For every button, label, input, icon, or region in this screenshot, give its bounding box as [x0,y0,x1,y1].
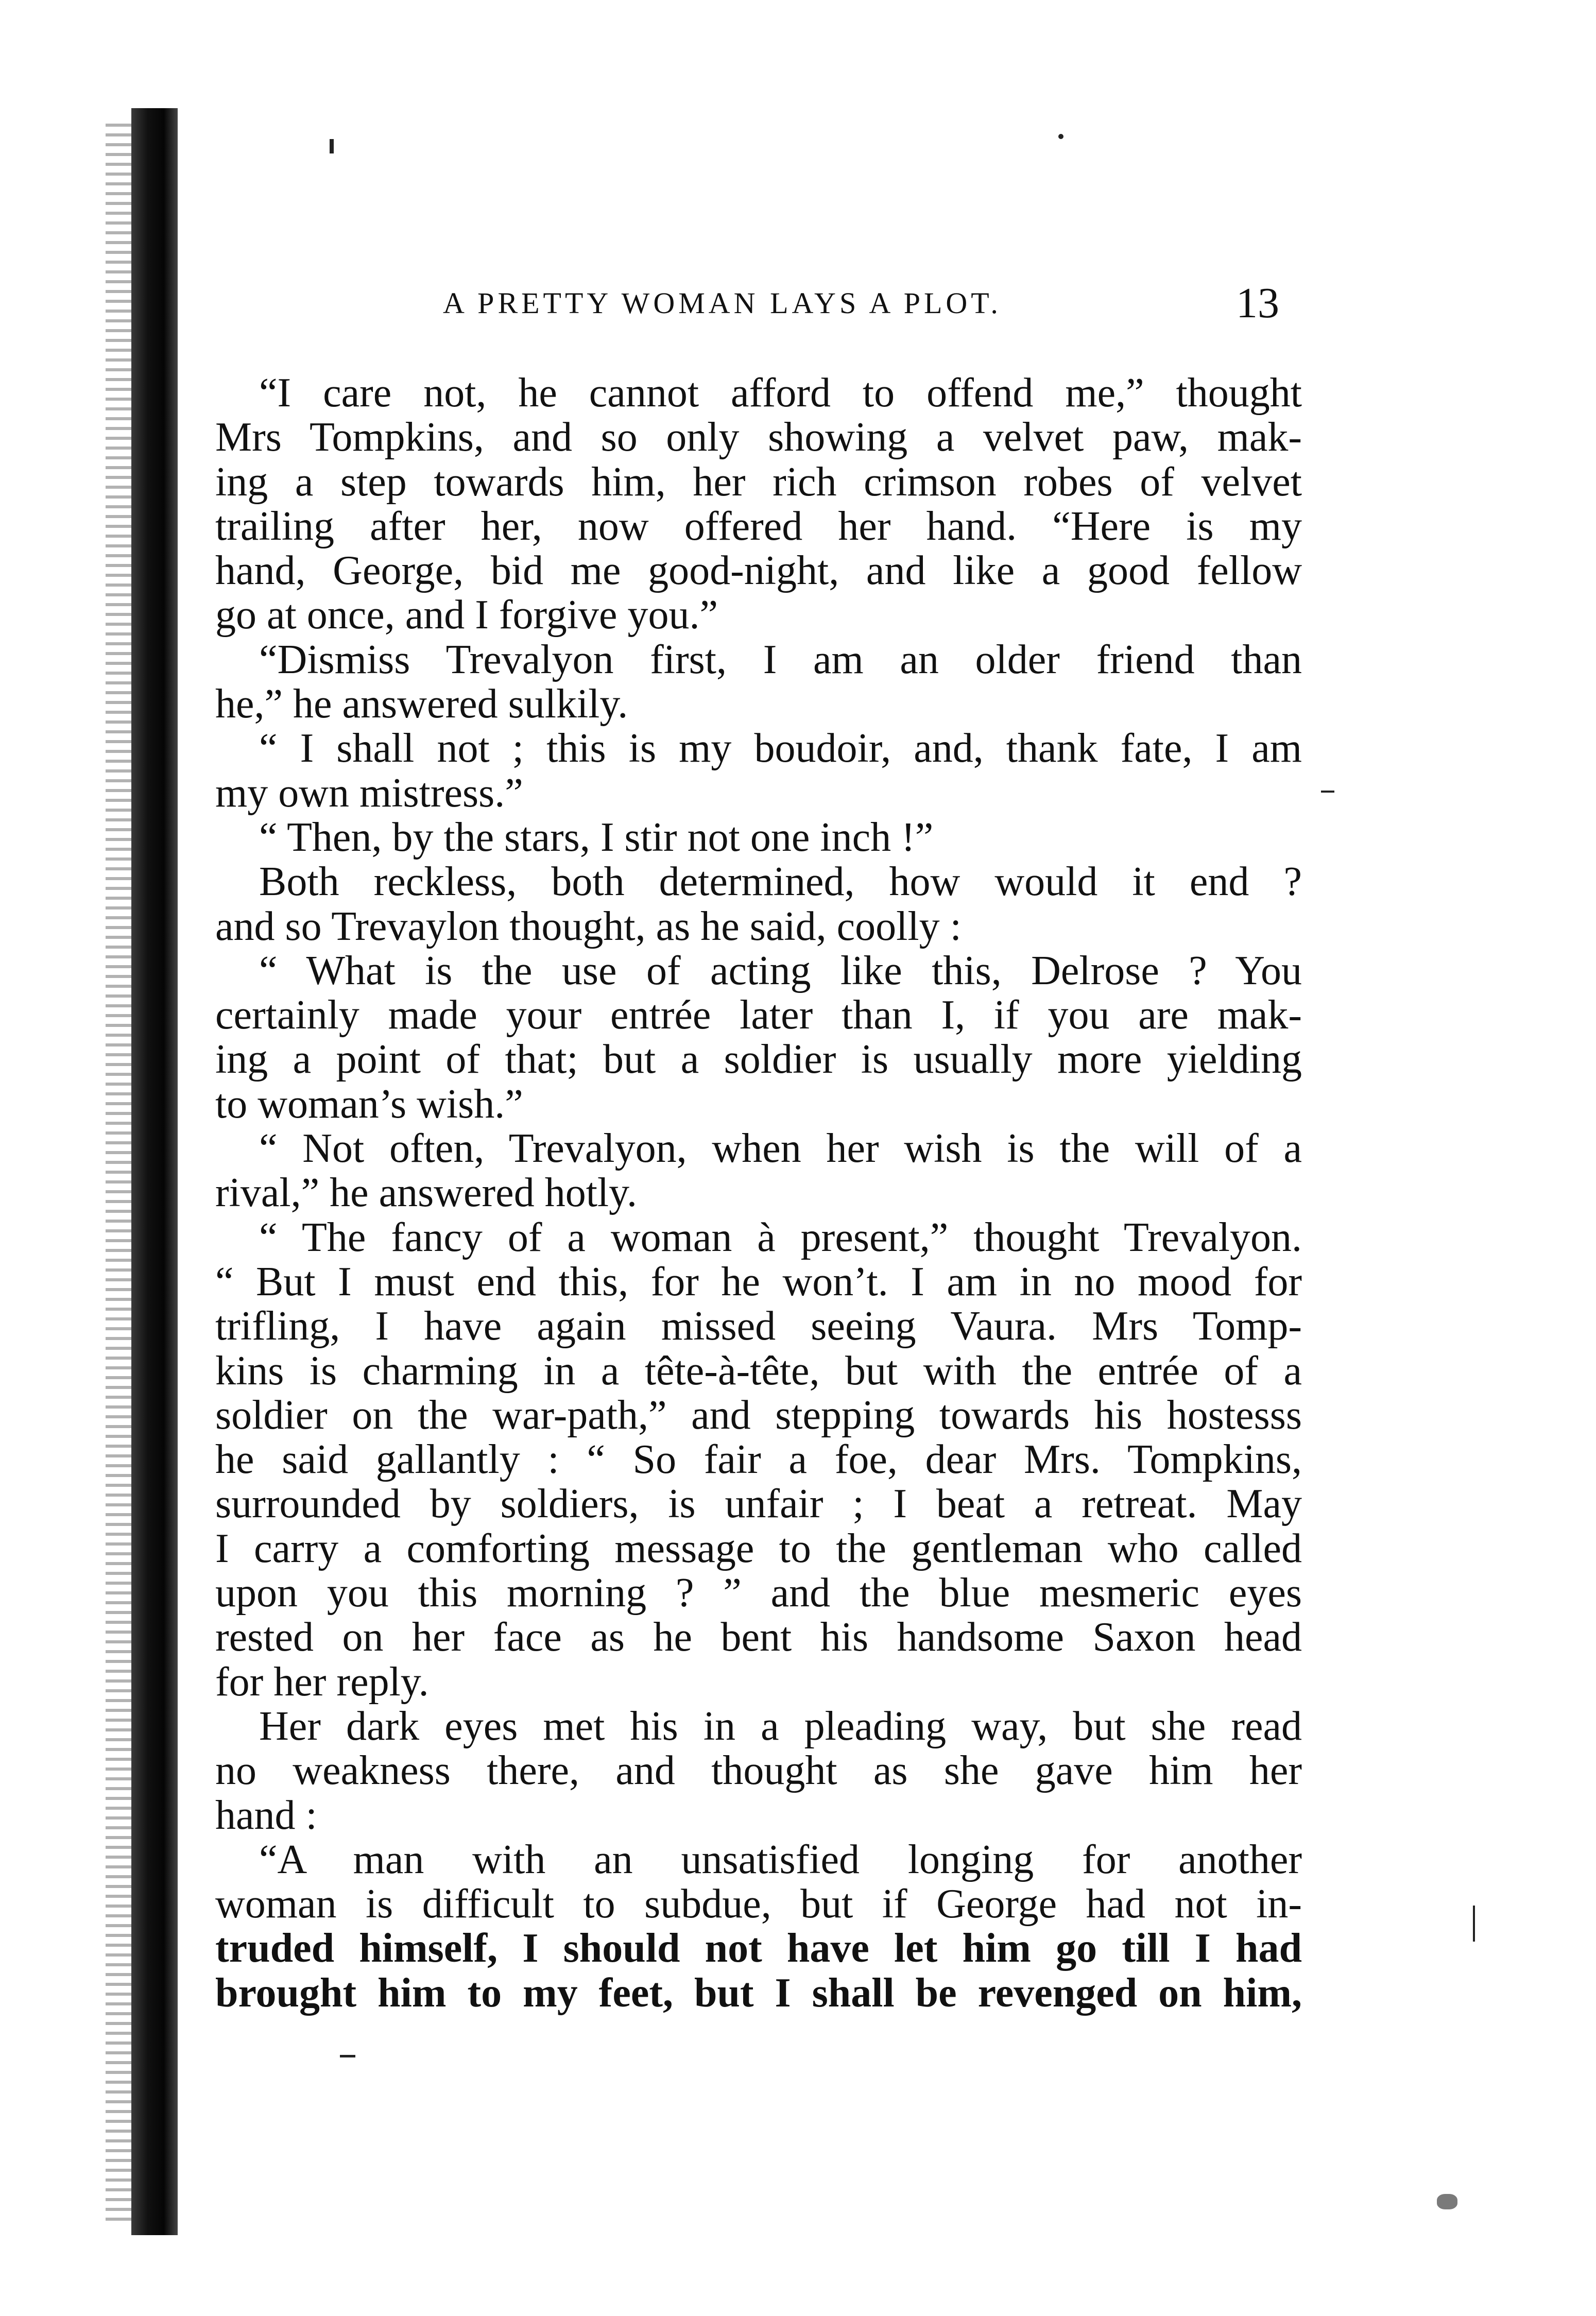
text-line: trifling, I have again missed seeing Vaura. Mrs Tomp- [215,1303,1302,1349]
text-line: soldier on the war-path,” and stepping towards his hostesss [215,1392,1302,1438]
scan-speck [1321,791,1334,793]
scan-speck [1058,134,1063,139]
text-line: “ The fancy of a woman à present,” thought Trevalyon. [259,1214,1302,1260]
text-line: “ What is the use of acting like this, Delrose ? You [259,948,1302,993]
text-line: brought him to my feet, but I shall be revenged on him, [215,1970,1302,2016]
text-line: hand, George, bid me good-night, and like a good fellow [215,548,1302,594]
body-text [215,371,1302,2015]
text-line: to woman’s wish.” [215,1081,523,1127]
text-line: “Dismiss Trevalyon first, I am an older friend than [259,637,1302,682]
scan-speck [340,2055,355,2057]
text-line: woman is difficult to subdue, but if George had not in- [215,1881,1302,1927]
text-line: rested on her face as he bent his handsome Saxon head [215,1615,1302,1660]
text-line: surrounded by soldiers, is unfair ; I beat a retreat. May [215,1481,1302,1527]
text-line: he,” he answered sulkily. [215,681,628,727]
text-line: I carry a comforting message to the gentleman who called [215,1525,1302,1571]
text-line: for her reply. [215,1659,429,1705]
text-line: my own mistress.” [215,770,523,816]
scan-speck [1473,1906,1475,1942]
text-line: “ Not often, Trevalyon, when her wish is the will of a [259,1126,1302,1172]
scan-speck [330,139,334,153]
text-line: upon you this morning ? ” and the blue mesmeric eyes [215,1570,1302,1616]
text-line: certainly made your entrée later than I, if you are mak- [215,992,1302,1038]
text-line: rival,” he answered hotly. [215,1170,637,1216]
text-line: “A man with an unsatisfied longing for another [259,1837,1302,1882]
text-line: Both reckless, both determined, how would it end ? [259,859,1302,905]
text-line: Mrs Tompkins, and so only showing a velvet paw, mak- [215,415,1302,460]
binding-edge [131,108,178,2235]
text-line: truded himself, I should not have let him go till I had [215,1926,1302,1971]
page-number: 13 [1236,279,1279,327]
scan-speck [1437,2194,1457,2209]
text-line: hand : [215,1792,317,1838]
text-line: “ But I must end this, for he won’t. I am in no mood for [215,1259,1302,1305]
text-line: he said gallantly : “ So fair a foe, dear Mrs. Tompkins, [215,1437,1302,1483]
text-line: kins is charming in a tête-à-tête, but with the entrée of a [215,1348,1302,1394]
text-line: Her dark eyes met his in a pleading way, but she read [259,1703,1302,1749]
text-line: and so Trevaylon thought, as he said, coolly : [215,903,962,949]
text-line: trailing after her, now offered her hand. “Here is my [215,503,1302,549]
text-line: ing a point of that; but a soldier is usually more yielding [215,1037,1302,1083]
running-title: A PRETTY WOMAN LAYS A PLOT. [443,286,1002,320]
text-line: no weakness there, and thought as she gave him her [215,1748,1302,1794]
text-line: “ Then, by the stars, I stir not one inch !” [259,814,934,860]
text-line: “I care not, he cannot afford to offend me,” thought [259,370,1302,416]
text-line: ing a step towards him, her rich crimson robes of velvet [215,459,1302,505]
text-line: “ I shall not ; this is my boudoir, and, thank fate, I am [259,726,1302,771]
text-line: go at once, and I forgive you.” [215,592,718,638]
